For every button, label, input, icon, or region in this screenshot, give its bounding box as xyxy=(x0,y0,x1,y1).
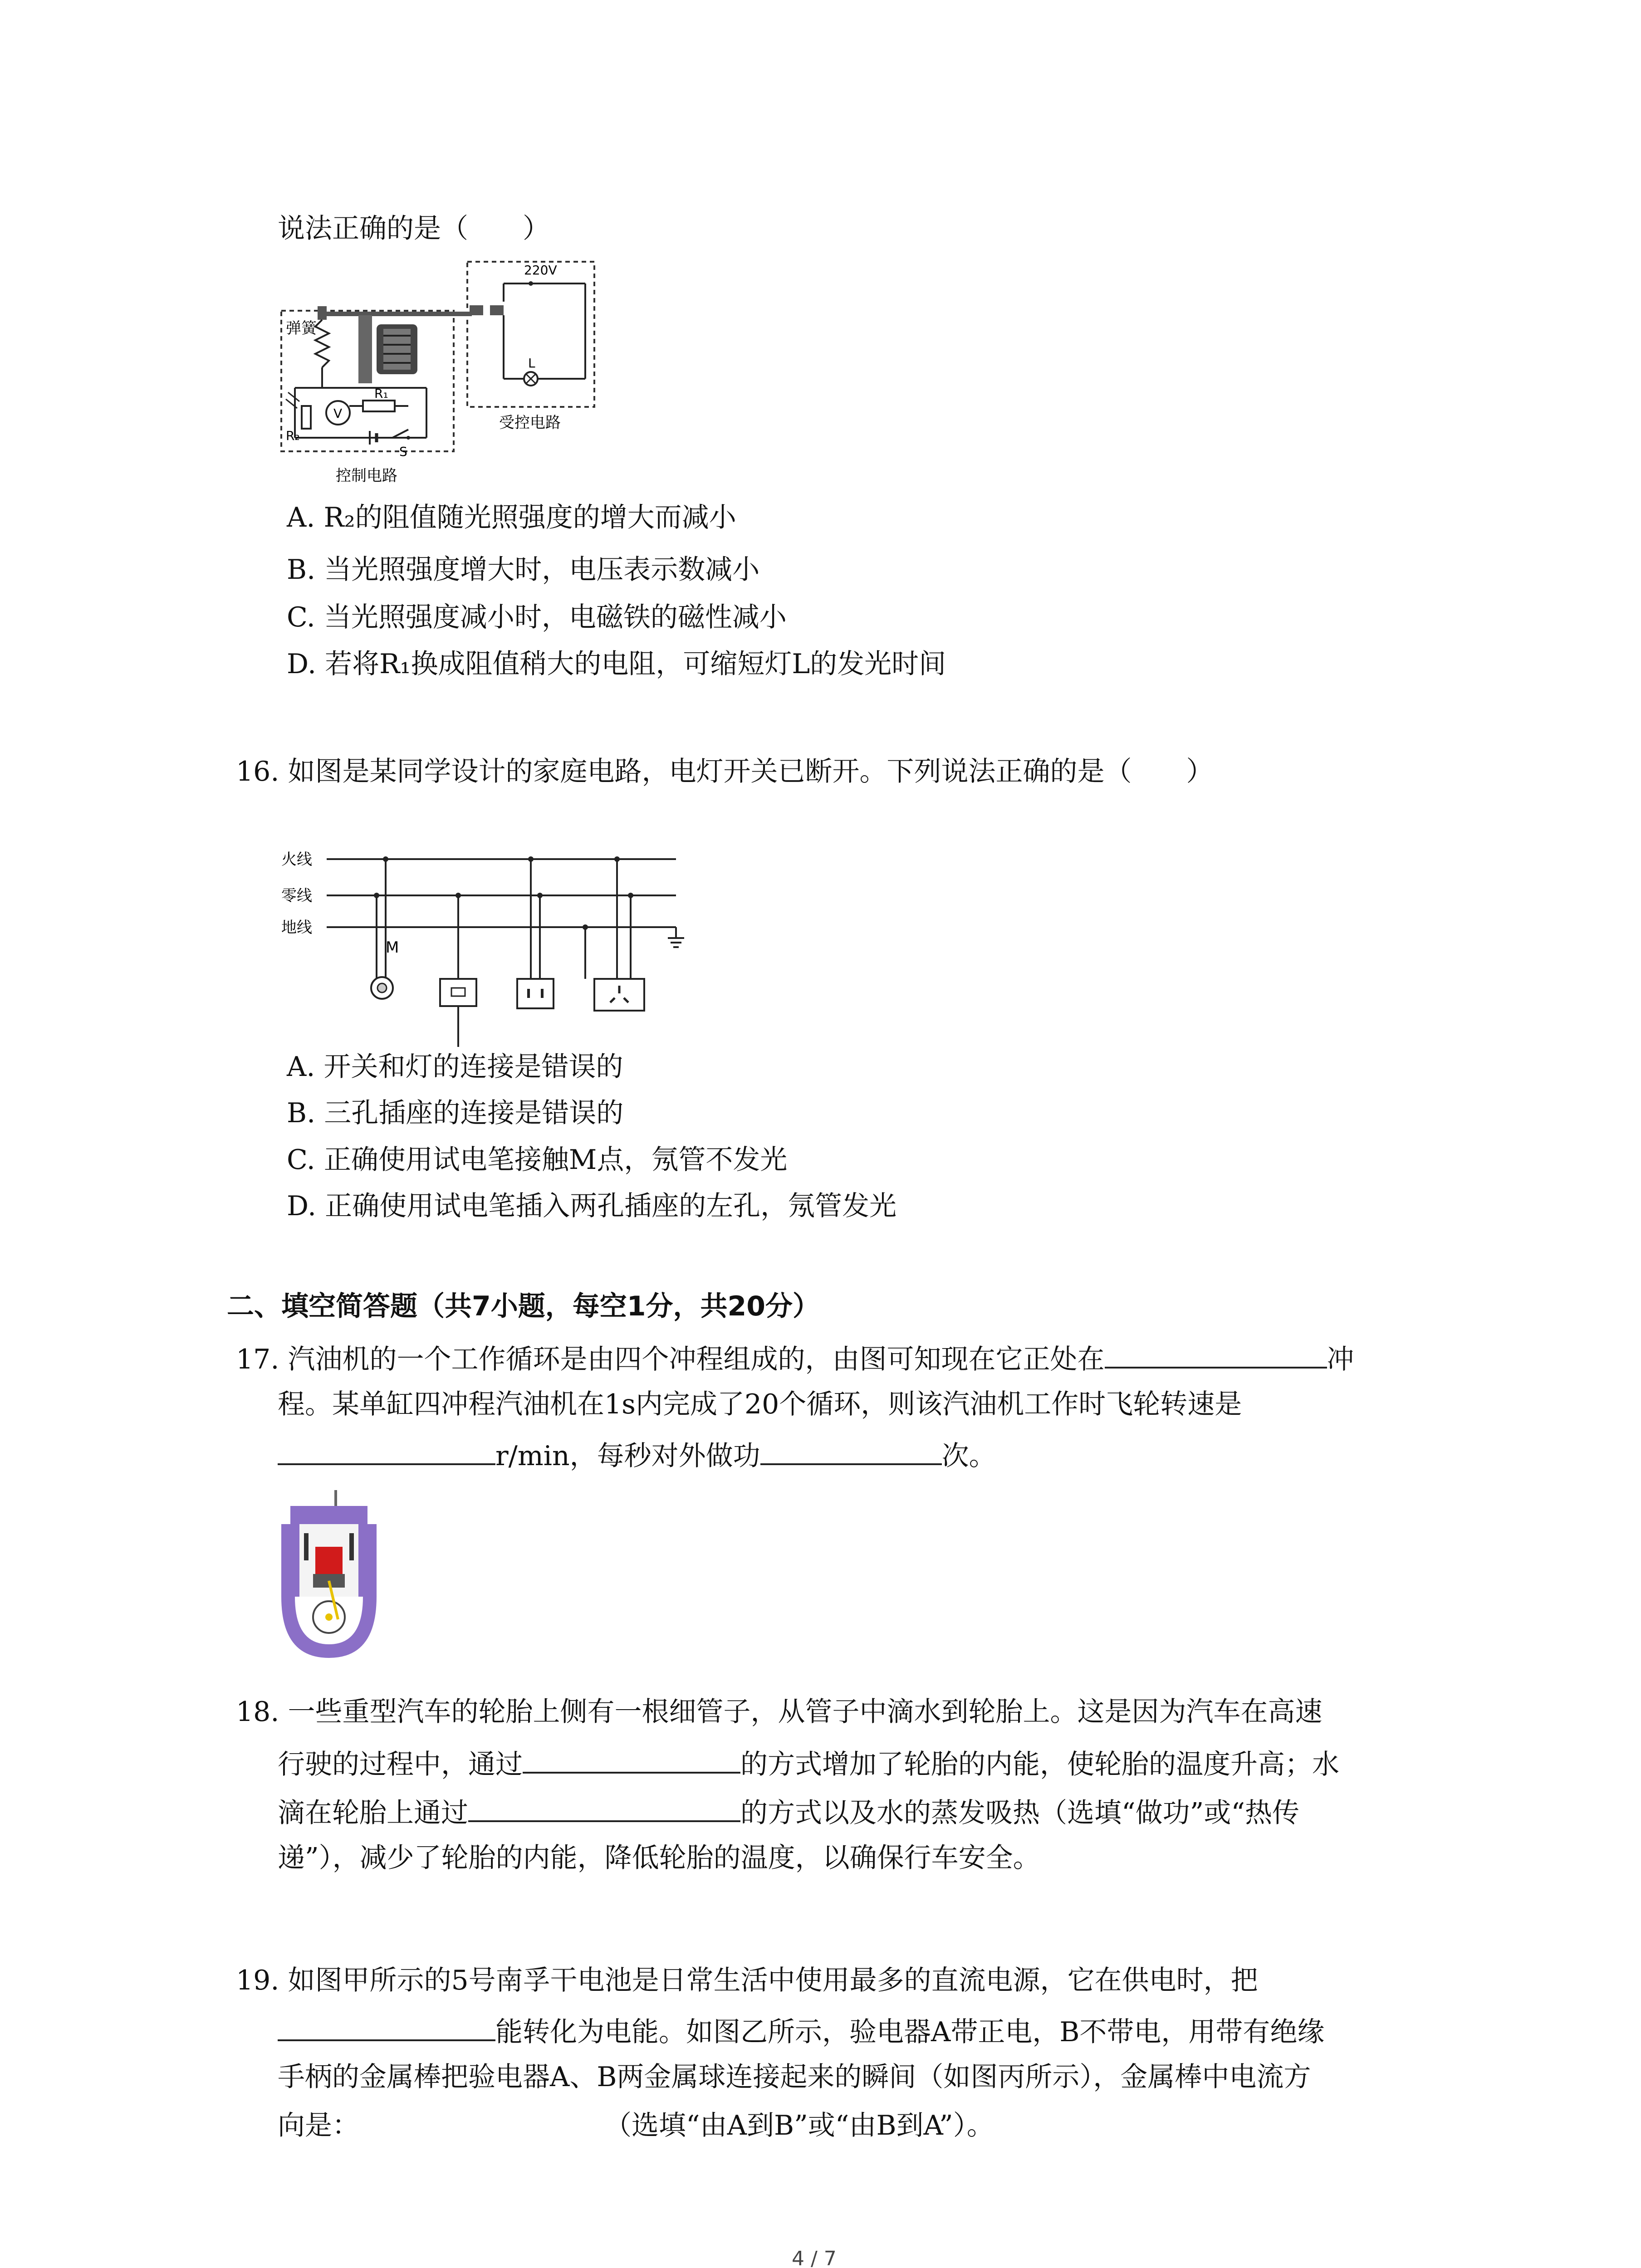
q17-line-3 xyxy=(278,1437,996,1472)
q18-line-2-a: 行驶的过程中，通过 xyxy=(278,1749,523,1780)
q16-stem: 16. 如图是某同学设计的家庭电路，电灯开关已断开。下列说法正确的是（ ） xyxy=(236,756,1214,787)
q17-engine-figure xyxy=(277,1490,381,1662)
label-ground-wire: 地线 xyxy=(281,919,312,937)
label-controlled-circuit: 受控电路 xyxy=(499,414,561,432)
label-spring: 弹簧 xyxy=(286,319,317,337)
q16-option-d: D. 正确使用试电笔插入两孔插座的左孔，氖管发光 xyxy=(287,1190,897,1222)
q17-line-3-mid: r/min，每秒对外做功 xyxy=(495,1440,760,1472)
q17-line-1 xyxy=(236,1340,1354,1375)
label-r1: R₁ xyxy=(374,386,388,401)
q15-option-c: C. 当光照强度减小时，电磁铁的磁性减小 xyxy=(287,601,787,633)
q17-blank-3[interactable] xyxy=(760,1437,942,1465)
label-live-wire: 火线 xyxy=(281,850,312,869)
q17-line-2: 程。某单缸四冲程汽油机在1s内完成了20个循环，则该汽油机工作时飞轮转速是 xyxy=(278,1388,1242,1420)
q15-relay-circuit-figure xyxy=(277,256,608,492)
q18-line-4: 递”），减少了轮胎的内能，降低轮胎的温度，以确保行车安全。 xyxy=(278,1842,1040,1874)
q15-option-d: D. 若将R₁换成阻值稍大的电阻，可缩短灯L的发光时间 xyxy=(287,648,946,680)
q18-blank-1[interactable] xyxy=(523,1745,740,1774)
q15-stem-tail: 说法正确的是（ ） xyxy=(278,213,550,244)
q19-line-2-text: 能转化为电能。如图乙所示，验电器A带正电，B不带电，用带有绝缘 xyxy=(495,2016,1325,2048)
q17-line-1-end: 冲 xyxy=(1327,1344,1354,1375)
q18-line-2 xyxy=(278,1745,1339,1780)
label-switch-s: S xyxy=(399,444,407,459)
q17-blank-2[interactable] xyxy=(278,1437,495,1465)
q18-line-3-a: 滴在轮胎上通过 xyxy=(278,1797,468,1829)
q19-line-4-a: 向是： xyxy=(278,2110,359,2141)
q18-blank-2[interactable] xyxy=(468,1794,740,1822)
q17-blank-1[interactable] xyxy=(1105,1340,1327,1369)
page-number: 4 / 7 xyxy=(792,2247,837,2268)
q18-line-3 xyxy=(278,1794,1299,1829)
q18-line-2-b: 的方式增加了轮胎的内能，使轮胎的温度升高；水 xyxy=(740,1749,1339,1780)
q15-option-a: A. R₂的阻值随光照强度的增大而减小 xyxy=(287,502,736,533)
label-r2: R₂ xyxy=(286,428,300,443)
q16-option-a: A. 开关和灯的连接是错误的 xyxy=(287,1051,623,1083)
q16-option-b: B. 三孔插座的连接是错误的 xyxy=(287,1097,624,1129)
label-point-m: M xyxy=(386,938,399,957)
q16-option-c: C. 正确使用试电笔接触M点，氖管不发光 xyxy=(287,1144,788,1176)
label-lamp-l: L xyxy=(528,356,535,371)
label-220v: 220V xyxy=(524,263,557,278)
q19-line-4 xyxy=(278,2110,994,2141)
q16-household-circuit-figure xyxy=(277,847,699,1051)
q19-line-2 xyxy=(278,2013,1324,2048)
section-2-title: 二、填空简答题（共7小题，每空1分，共20分） xyxy=(227,1290,820,1322)
q19-blank-1[interactable] xyxy=(278,2013,495,2041)
label-voltmeter: V xyxy=(333,406,343,421)
q15-option-b: B. 当光照强度增大时，电压表示数减小 xyxy=(287,554,760,586)
q17-line-3-end: 次。 xyxy=(941,1440,996,1472)
q19-line-4-b: （选填“由A到B”或“由B到A”）。 xyxy=(604,2110,994,2141)
q18-line-3-b: 的方式以及水的蒸发吸热（选填“做功”或“热传 xyxy=(740,1797,1300,1829)
q17-line-1-text: 17. 汽油机的一个工作循环是由四个冲程组成的，由图可知现在它正处在 xyxy=(236,1344,1105,1375)
label-control-circuit: 控制电路 xyxy=(336,467,397,485)
q19-line-1: 19. 如图甲所示的5号南孚干电池是日常生活中使用最多的直流电源，它在供电时，把 xyxy=(236,1965,1258,1996)
q18-line-1: 18. 一些重型汽车的轮胎上侧有一根细管子，从管子中滴水到轮胎上。这是因为汽车在高速 xyxy=(236,1696,1323,1728)
q19-line-3: 手柄的金属棒把验电器A、B两金属球连接起来的瞬间（如图丙所示），金属棒中电流方 xyxy=(278,2061,1311,2093)
label-neutral-wire: 零线 xyxy=(281,887,312,905)
